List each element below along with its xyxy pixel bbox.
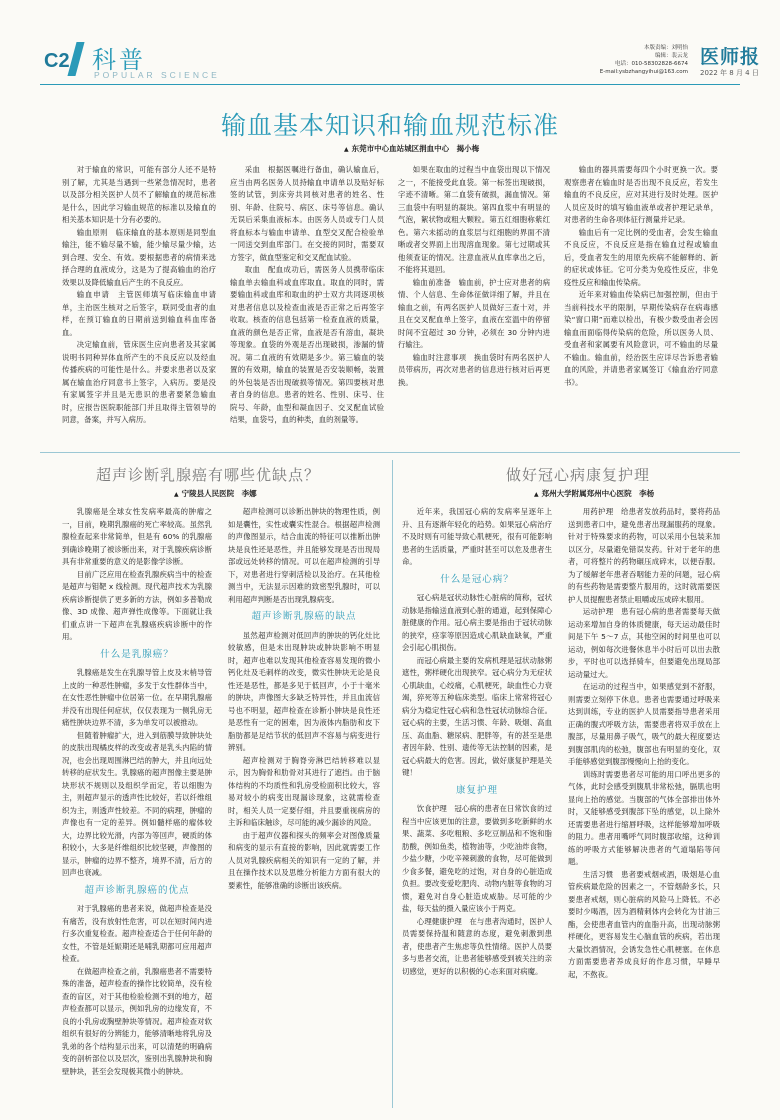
section-title: 科普 <box>92 46 146 74</box>
masthead <box>0 0 780 88</box>
article3-byline-text: 郑州大学附属郑州中心医院 李杨 <box>541 489 655 498</box>
paragraph: 乳腺癌是发生在乳腺导管上皮及末梢导管上皮的一种恶性肿瘤，多发于女性群体当中，在女性恶性肿瘤中位居第一位。在早期乳腺癌并没有出现任何症状，仅仅表现为一侧乳房无痛性肿块边界不清，多为单发可以被推动。 <box>62 668 212 727</box>
paragraph: 决定输血前，管床医生应向患者及其家属说明书同种异体血所产生的不良反应以及经血传播疾病的可能性是什么。并要求患者以及家属在输血治疗同意书上签字，入病历。要是没有家属签字并且是无患识的患者要紧急输血时，应报告医院职能部门并且取得主管领导的同意，备案，并写入病历。 <box>62 340 216 424</box>
paragraph: 心理健康护理 在与患者沟通时，医护人员需要保持温和随意的态度，避免刺激到患者，使患者产生焦虑等负性情绪。医护人员要多与患者交流，让患者能够感受到被关注的亲切感觉，更好的以积极的心态来面对病魔。 <box>402 916 552 976</box>
section-bar-ornament <box>67 42 84 76</box>
paragraph: 近年来对输血传染病已加强控制，但由于当前科技水平的限制，早期传染病存在病毒感染“窗口期”而难以检出，有极少数受血者会因输血而面临得传染病的危险，所以医务人员、受血者和家属要有风险意识，可不输血的尽量不输血。输血前，经治医生应详尽告诉患者输血的风险，并请患者家属签订《输血治疗同意书》。 <box>564 290 718 387</box>
paragraph: 超声检测可以诊断出肿块的物理性质，例如是囊性，实性或囊实性混合。根据超声检测的声像图显示，结合血流的特征可以推断出肿块是良性还是恶性，并且能够发现是否出现局部或远处转移的情况。可以在超声检测的引导下，对患者进行穿刺活检以及治疗。在其他检测当中，无法显示因难的致密型乳腺时，可以利用超声判断是否出现乳腺病变。 <box>228 507 380 604</box>
paragraph: 输血的器具需要每四个小时更换一次。要观察患者在输血时是否出现不良反应，若发生输血的不良反应，应对其进行及时处理。医护人员应及时的填写输血液单或者护理记录单，对患者的生命各项体征行测量并记录。 <box>564 165 718 224</box>
triangle-icon: ▲ <box>344 146 349 153</box>
paragraph: 饮食护理 冠心病的患者在日常饮食的过程当中应该更加的注意，要做到多吃新鲜的水果、蔬菜、多吃粗粮、多吃豆制品和不饱和脂肪酸，例如鱼类，植物油等，少吃油炸食物，少盐少糖，少吃辛辣刺激的食物，尽可能做到少食多餐，避免吃的过饱，对自身的心脏造成负担。要改变爱吃肥肉、动物内脏等食物的习惯，避免对自身心脏造成威胁。尽可能的少盐，每天盐的摄入量应该小于两克。 <box>402 804 552 913</box>
paragraph: 对于乳腺癌的患者来说，做超声检查是没有痛苦，没有放射性危害，可以在短时间内进行多次重复检查。超声检查适合于任何年龄的女性，不管是妊娠期还是哺乳期都可应用超声检查。 <box>62 904 212 963</box>
masthead-rule <box>40 84 740 85</box>
paragraph: 输血原则 临床输血的基本原则是同型血输注，能不输尽量不输，能少输尽量少输，达到合理、安全、有效。要根据患者的病情来选择合理的血液成分，这是为了提高输血的治疗效果以及降低输血后产生的不良反应。 <box>62 227 216 287</box>
paragraph: 超声检测对于胸脊旁淋巴结转移难以显示，因为胸骨和肋骨对其进行了遮挡。由于脑体结构的不均质性和乳房受检面积比较大，容易对较小的病变出现漏诊现象，这就需检查时，相关人员一定要仔细，并且要重视病房的主诉和临床触诊，尽可能的减少漏诊的风险。 <box>228 755 380 827</box>
triangle-icon: ▲ <box>174 491 179 498</box>
paragraph: 生活习惯 患者要戒烟戒酒，吸烟是心血管疾病最危险的因素之一，不管烟龄多长，只要患者戒烟，则心脏病的风险马上降低。不必要时少喝酒，因为酒精刺体内会转化为甘油三酯，会使患者血管内的血脂升高，出现动脉粥样硬化，更容易发生心脑血管的疾病，若出现大量饮酒情况，会诱发急性心肌梗塞。在休息方面需要患者养成良好的作息习惯，早睡早起，不熬夜。 <box>568 869 720 979</box>
column-divider <box>392 460 393 1108</box>
section-divider <box>40 452 740 453</box>
editor-info <box>560 44 688 76</box>
editor-line: E-mail:ysbzhangyihui@163.com <box>599 69 688 75</box>
paragraph: 用药护理 给患者发放药品时，要将药品送到患者口中，避免患者出现漏服药的现象。针对于特殊要求的药物，可以采用小包装来加以区分，尽量避免错误发药。针对于老年的患者，可将整片的药物碾压成碎末，以便吞服。为了缓解老年患者吞咽能力差的问题，冠心病的有些药物是需要整片服用的，这时就需要医护人员提醒患者禁止咀嚼或压成碎末服用。 <box>568 507 720 604</box>
article3-title: 做好冠心病康复护理 <box>506 466 651 484</box>
editor-line: 电话：010-58302828-6674 <box>615 61 688 67</box>
article2-byline-text: 宁陵县人民医院 李娜 <box>181 489 257 498</box>
paragraph: 在做超声检查之前，乳腺癌患者不需要特殊的准备，超声检查的操作比较简单，没有检查的盲区，对于其他检验检测不到的地方，超声检查都可以显示，例如乳房的边缘发育，不良的小乳房或胸壁肿块等情况。超声检查对软组织有很好的分辨能力，能够清晰地将乳房及乳弟的各个结构显示出来，可以清楚的明确病变的剖析部位以及层次，鉴别出乳腺肿块和胸壁肿块，甚至会发现极其微小的肿块。 <box>62 966 212 1076</box>
article2-col-2 <box>228 506 380 1112</box>
subheading: 超声诊断乳腺癌的优点 <box>84 884 190 896</box>
paragraph: 输血前准备 输血前，护士应对患者的病情、个人信息、生命体征做详细了解，并且在输血之前，有两名医护人员做好三查十对，并且在交叉配血单上签字，血液在室温中的停留时间不宜超过 30 分钟，必须在 30 分钟内进行输注。 <box>398 277 550 349</box>
article1-col-3 <box>398 164 550 446</box>
paragraph: 虽然超声检测对低回声的肿块的钙化灶比较敏感，但是未出现肿块或肿块影响不明显时，超声也难以发现其他检查容易发现的微小钙化灶及毛刺样的改变，微实性肿块无论是良性还是恶性，都是多见于低回声，小于十毫米的肿块，声像图大多缺乏特异性，并且血流信号也不明显，超声检查在诊断小肿块是良性还是恶性有一定的困难，因为液体内脂肪和皮下脂肪都是足结节状的低回声不容易与病变进行辨别。 <box>228 630 380 752</box>
article2-title: 超声诊断乳腺癌有哪些优缺点？ <box>96 466 321 484</box>
article3-col-2 <box>568 506 720 1112</box>
paragraph: 在运动的过程当中，如果感觉到不舒服，则需要立刻停下休息。患者也需要通过呼吸来达到训练，专业的医护人员需要指导患者采用正确的腹式呼吸方法，需要患者将双手放在上腹部，尽量用鼻子吸气，吸气的最大程度要达到腹部肌肉的松弛，腹部也有明显的变化，双手能够感觉到腹部慢慢向上抬的变化。 <box>568 682 720 766</box>
paragraph: 运动护理 患有冠心病的患者需要每天做运动来增加自身的体质健康，每天运动最佳时间是下午 5～7 点，其他空闲的时间里也可以运动，例如每次进餐休息半小时后可以出去散步，平时也可以选择骑车，但要避免出现局部运动量过大。 <box>568 607 720 679</box>
paragraph: 近年来，我国冠心病的发病率呈逐年上升、且有逐渐年轻化的趋势。如果冠心病治疗不及时则有可能导致心肌梗死，很有可能影响患者的生活质量，严重时甚至可以危及患者生命。 <box>402 507 552 566</box>
editor-line: 本版责编：刘明怡 <box>643 45 688 51</box>
section-subtitle: POPULAR SCIENCE <box>94 70 220 80</box>
paragraph: 但随着肿瘤扩大，进入到筋膜导致肿块处的皮肤出现橘皮样的改变或者是乳头内陷的情况，也会出现周围淋巴结的肿大，并且向远处转移的症状发生。乳腺癌的超声图像主要是肿块形状不规则以及组织学而定，若以细胞为主，则超声显示的透声性比较好，若以纤维组织为主，则透声性较差。不同的病理，肿瘤的声像也有一定的差异。例如髓样癌的瘤体较大，边界比较光滑，内部为等回声，硬质的体积较小，大多是纤维组织比较坚硬，声像图的显示，肿瘤的边界不整齐，境界不清，后方的回声也衰减。 <box>62 730 212 877</box>
issue-date: 2022 年 8 月 4 日 <box>700 69 759 77</box>
paragraph: 由于超声仪器和探头的频率会对图像质量和病变的显示有直接的影响，因此就需要工作人员对乳腺疾病相关的知识有一定的了解，并且在操作技术以及思维分析能力方面有很大的要素性，能够准确的诊断出该疾病。 <box>228 830 380 890</box>
article3-byline <box>534 488 654 499</box>
paragraph: 采血 根据医嘱进行备血，确认输血后，应当由两名医务人员持输血申请单以及贴好标签的试管，到床旁共同核对患者的姓名、性别、年龄、住院号、病区、床号等信息。确认无误后采集血液标本。由医务人员或专门人员将血标本与输血申请单、血型交叉配合检验单一同送交到血库部门。在交接的同时，需要双方签字，做血型鉴定和交叉配血试验。 <box>230 165 384 262</box>
article1-col-1 <box>62 164 216 446</box>
subheading: 康复护理 <box>455 784 498 796</box>
paragraph: 输血申请 主管医师填写临床输血申请单，主治医生核对之后签字，联同受血者的血样，在预订输血的日期前送到输血科血库备血。 <box>62 290 216 337</box>
article1-byline <box>344 143 479 154</box>
paragraph: 输血时注意事项 换血袋时有两名医护人员带病历，再次对患者的信息进行核对后再更换。 <box>398 352 550 387</box>
article1-col-4 <box>564 164 718 446</box>
subheading: 什么是乳腺癌？ <box>100 648 174 660</box>
newspaper-logo: 医师报 <box>700 46 761 68</box>
article2-col-1 <box>62 506 212 1112</box>
article1-title: 输血基本知识和输血规范标准 <box>220 111 559 140</box>
paragraph: 冠心病是冠状动脉性心脏病的简称，冠状动脉是指输送血液到心脏的通道，起到保障心脏健康的作用。冠心病主要是指由于冠状动脉的狭窄，痉挛等原因造成心肌缺血缺氧，严重会引起心肌损伤。 <box>402 593 552 652</box>
article1-byline-text: 东莞市中心血站城区捐血中心 揭小梅 <box>351 144 480 153</box>
paragraph: 而冠心病最主要的发病机理是冠状动脉粥遮性，粥样硬化出现狭窄。冠心病分为无症状心肌缺血，心绞痛，心肌梗死，缺血性心力衰竭，猝死等五种临床类型。临床上常常将冠心病分为稳定性冠心病和急性冠状动脉综合征。冠心病的主要，生活习惯、年龄、吸烟、高血压、高血脂、糖尿病、肥胖等，有的甚至是患者因年龄、性别、遗传等无法控制的因素，是冠心病最大的危害。因此，做好康复护理是关键！ <box>402 655 552 777</box>
page-number: C2 <box>44 50 70 72</box>
paragraph: 目前广泛应用在检查乳腺疾病当中的检查是超声与钼靶 x 线检测。现代超声技术为乳腺疾病诊断提供了更多新的方法，例如多普勒成像、3D 成像、超声弹性成像等。下面就让我们重点讲一下超声在乳腺癌疾病诊断中的作用。 <box>62 569 212 641</box>
subheading: 什么是冠心病？ <box>440 573 514 585</box>
article2-byline <box>174 488 257 499</box>
paragraph: 取血 配血成功后，需医务人员携带临床输血单去输血科或血库取血。取血的同时，需要输血科或血库和取血的护士双方共同逐项核对患者信息以及检查血液是否正常之后再签字收取。核查的信息包括第一检查血液的质量，血液的颜色是否正常，血液是否有溶血，凝块等现象。血袋的外观是否出现破损，渗漏的情况。第二血液的有效期是多少。第三输血的装置的有效期，输血的装置是否安装顺畅，装置的外包装是否出现破损等情况。第四要核对患者自身的信息。患者的姓名、性别、床号、住院号、年龄，血型和凝血因子、交叉配血试验结果，血袋号，血的种类，血的剂量等。 <box>230 265 384 424</box>
paragraph: 乳腺癌是全球女性发病率最高的肿瘤之一，目前，晚期乳腺癌的死亡率较高。虽然乳腺检查起来非常简单，但是有 60% 的乳腺癌到确诊晚期了被诊断出来，对于乳腺疾病诊断具有非常重要的意义的是影像学诊断。 <box>62 507 212 566</box>
subheading: 超声诊断乳腺癌的缺点 <box>251 611 357 622</box>
paragraph: 输血后有一定比例的受血者，会发生输血不良反应，不良反应是指在输血过程或输血后，受血者发生的用原先疾病不能解释的、新的症状或体征。它可分类为免疫性反应，非免疫性反应和输血传染病。 <box>564 227 718 287</box>
triangle-icon: ▲ <box>534 491 539 498</box>
article1-col-2 <box>230 164 384 446</box>
paragraph: 如果在取血的过程当中血袋出现以下情况之一，不能接受此血袋。第一标签出现破损，字迹不清晰。第二血袋有破损，漏血情况。第三血袋中有明显的凝块。第四血浆中有明显的气泡，絮状物或粗大颗粒。第五红细胞称紫红色。第六未摇动的血浆层与红细胞的界面不清晰或者交界面上出现溶血现象。第七过期或其他须查证的情况。注意血液从血库拿出之后，不能将其退回。 <box>398 165 550 274</box>
article3-col-1 <box>402 506 552 1112</box>
paragraph: 训练时需要患者尽可能的用口呼出更多的气体，此时会感受到腹肌非常松弛，膈肌也明显向上抬的感觉。当腹部的气体全部排出体外时，又能够感受到腹部下坠的感觉，以上除外还需要患者进行缩唇呼吸，这样能够增加呼吸的阻力。患者用嘴呼气同时腹部收缩，这种训练的呼吸方式能够解决患者的气道塌陷等问题。 <box>568 769 720 866</box>
paragraph: 对于输血的常识，可能有部分人还不是特别了解，尤其是当遇到一些紧急情况时，患者以及部分相关医护人员不了解输血的规范标准是什么，因此学习输血规范的标准以及输血的相关基本知识是十分有必要的。 <box>62 165 216 224</box>
editor-line: 编辑：裴云龙 <box>654 53 688 59</box>
